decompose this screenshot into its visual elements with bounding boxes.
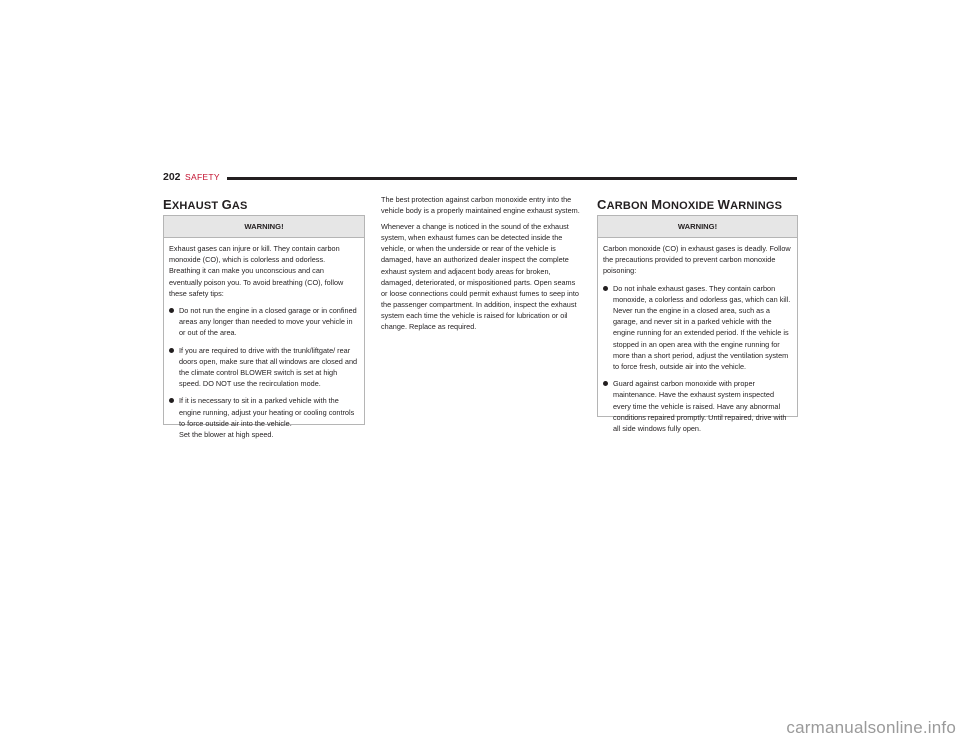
carbon-monoxide-warnings-heading: CARBON MONOXIDE WARNINGS <box>597 197 783 212</box>
warning-title: WARNING! <box>164 216 364 238</box>
exhaust-gas-heading: EXHAUST GAS <box>163 197 248 212</box>
section-title: SAFETY <box>185 172 220 182</box>
header-rule <box>227 177 797 180</box>
page-number: 202 <box>163 171 181 183</box>
warning-intro: Carbon monoxide (CO) in exhaust gases is deadly. Follow the precautions provided to prevent carbon monoxide poisoning: <box>603 244 791 276</box>
bullet-icon <box>603 381 608 386</box>
warning-intro: Exhaust gases can injure or kill. They contain carbon monoxide (CO), which is colorless and odorless. Breathing it can make you unconscious and can eventually poison you. To avoid breathing (CO), follow these safety tips: <box>169 244 344 298</box>
carbon-monoxide-warning-box <box>597 215 798 434</box>
list-item: If it is necessary to sit in a parked vehicle with the engine running, adjust your heating or cooling controls to force outside air into the vehicle. Set the blower at high speed. <box>169 395 358 440</box>
list-item: Do not run the engine in a closed garage or in confined areas any longer than needed to move your vehicle in or out of the area. <box>169 305 358 339</box>
watermark: carmanualsonline.info <box>786 718 956 737</box>
list-item: Do not inhale exhaust gases. They contain carbon monoxide, a colorless and odorless gas, which can kill. Never run the engine in a closed area, such as a garage, and never sit in a parked vehicle with the engine running for an extended period. If the vehicle is stopped in an open area with the engine running for more than a short period, adjust the ventilation system to force fresh, outside air into the vehicle. <box>603 283 791 373</box>
bullet-icon <box>169 308 174 313</box>
paragraph: The best protection against carbon monoxide entry into the vehicle body is a properly maintained engine exhaust system. <box>381 195 580 216</box>
list-item: Guard against carbon monoxide with proper maintenance. Have the exhaust system inspected every time the vehicle is raised. Have any abnormal conditions repaired promptly. Until repaired, drive with all side windows fully open. <box>603 378 791 434</box>
bullet-icon <box>603 286 608 291</box>
exhaust-warning-box <box>163 215 365 440</box>
warning-body <box>164 238 364 446</box>
list-item: If you are required to drive with the trunk/liftgate/ rear doors open, make sure that all windows are closed and the climate control BLOWER switch is set at high speed. DO NOT use the recirculation mode. <box>169 345 358 390</box>
warning-body <box>598 238 797 440</box>
paragraph: Whenever a change is noticed in the sound of the exhaust system, when exhaust fumes can be detected inside the vehicle, or when the underside or rear of the vehicle is damaged, have an authorized dealer inspect the complete exhaust system and adjacent body areas for broken, damaged, deteriorated, or mispositioned parts. Open seams or loose connections could permit exhaust fumes to seep into the passenger compartment. In addition, inspect the exhaust system each time the vehicle is raised for lubrication or oil change. Replace as required. <box>381 222 579 332</box>
bullet-icon <box>169 348 174 353</box>
bullet-icon <box>169 398 174 403</box>
exhaust-body-text <box>381 194 581 337</box>
page-header <box>163 171 797 185</box>
warning-title: WARNING! <box>598 216 797 238</box>
